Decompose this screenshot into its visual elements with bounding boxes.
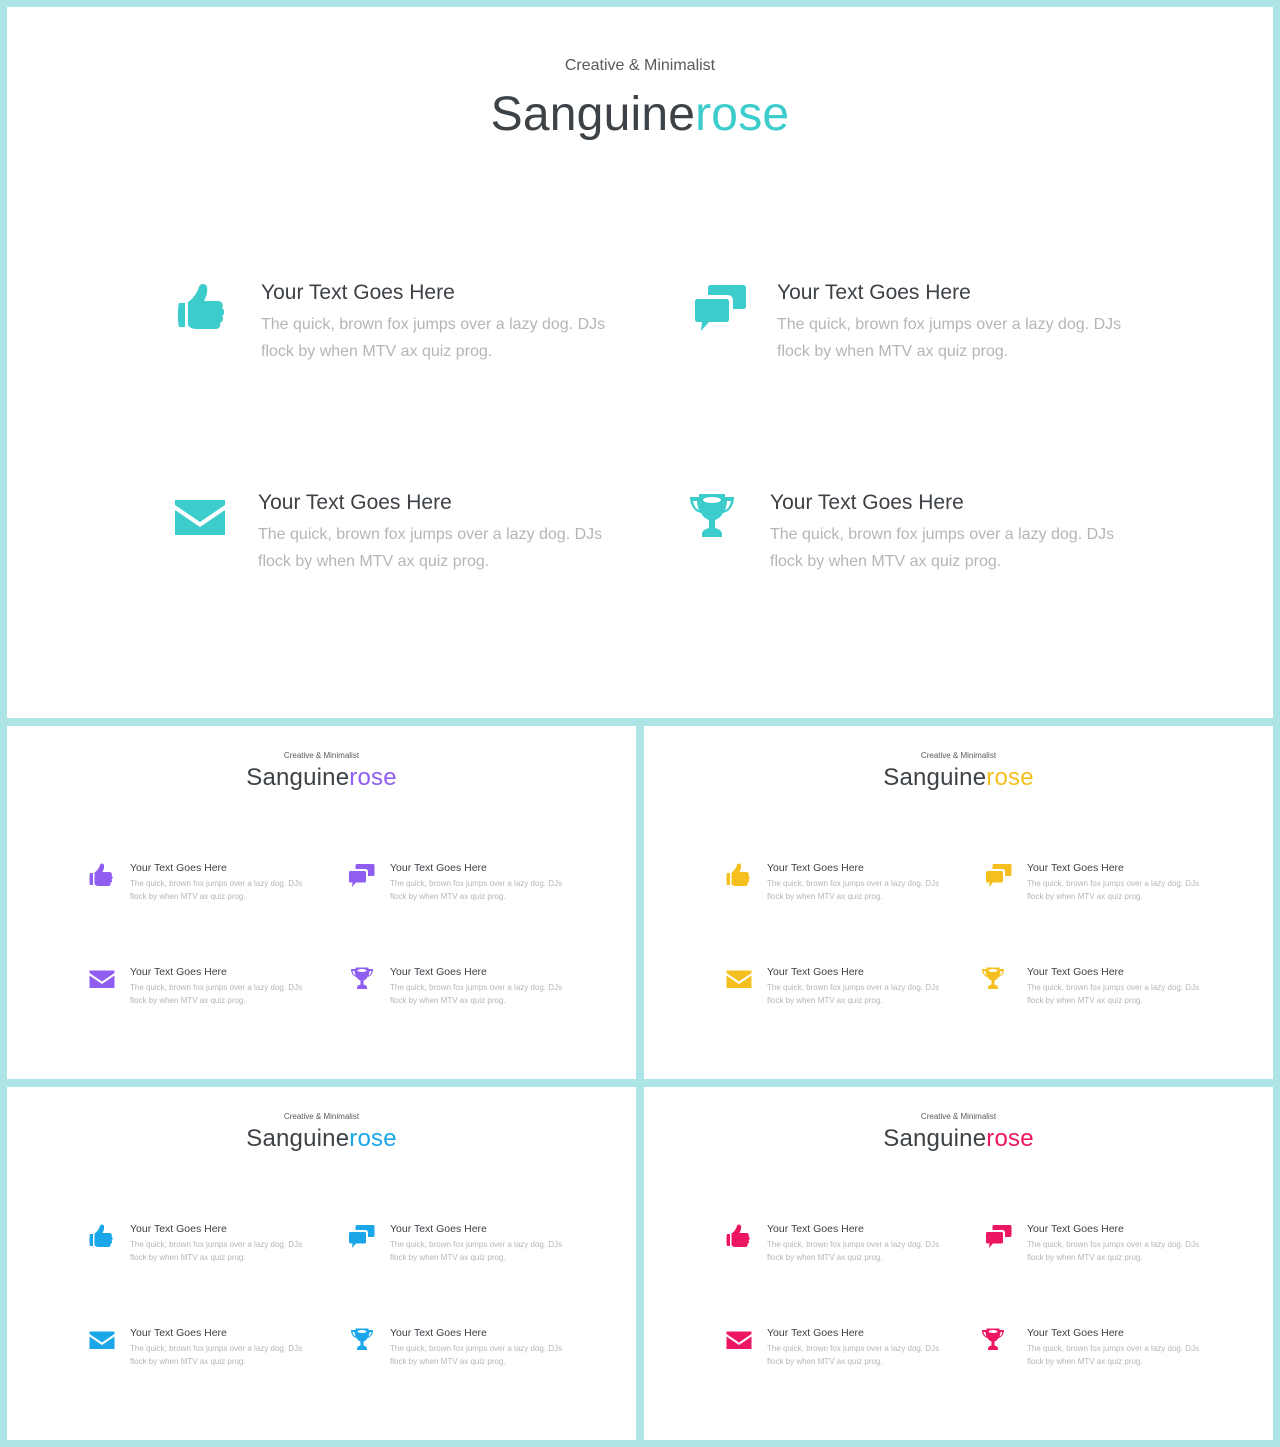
thumbs-up-icon	[89, 1223, 115, 1249]
chat-bubbles-icon	[986, 862, 1012, 888]
trophy-icon	[349, 966, 375, 992]
feature-description: The quick, brown fox jumps over a lazy dog. DJs flock by when MTV ax quiz prog.	[767, 1240, 940, 1262]
slide-subtitle: Creative & Minimalist	[564, 57, 716, 74]
feature-description: The quick, brown fox jumps over a lazy dog. DJs flock by when MTV ax quiz prog.	[390, 983, 563, 1005]
slide-yellow	[644, 726, 1273, 1079]
feature-description: The quick, brown fox jumps over a lazy dog. DJs flock by when MTV ax quiz prog.	[390, 879, 563, 901]
chat-bubbles-icon	[349, 862, 375, 888]
feature-title: Your Text Goes Here	[1027, 1223, 1124, 1235]
feature-title: Your Text Goes Here	[390, 1327, 487, 1339]
slide-brand-title	[7, 764, 636, 792]
feature-title: Your Text Goes Here	[390, 1223, 487, 1235]
feature-title: Your Text Goes Here	[130, 966, 227, 978]
brand-main: Sanguine	[883, 764, 987, 791]
feature-description: The quick, brown fox jumps over a lazy dog. DJs flock by when MTV ax quiz prog.	[770, 526, 1115, 570]
brand-accent: rose	[986, 764, 1034, 791]
thumbs-up-icon	[89, 862, 115, 888]
feature-title: Your Text Goes Here	[770, 491, 964, 514]
brand-accent: rose	[695, 88, 790, 141]
chat-bubbles-icon	[986, 1223, 1012, 1249]
feature-title: Your Text Goes Here	[767, 1223, 864, 1235]
feature-title: Your Text Goes Here	[258, 491, 452, 514]
trophy-icon	[686, 491, 738, 543]
trophy-icon	[349, 1327, 375, 1353]
slide-teal-large	[7, 7, 1273, 718]
slide-brand-title	[7, 1125, 636, 1153]
trophy-icon	[980, 966, 1006, 992]
feature-title: Your Text Goes Here	[130, 1327, 227, 1339]
feature-title: Your Text Goes Here	[767, 1327, 864, 1339]
thumbs-up-icon	[177, 281, 229, 333]
feature-description: The quick, brown fox jumps over a lazy dog. DJs flock by when MTV ax quiz prog.	[1027, 983, 1200, 1005]
slide-subtitle: Creative & Minimalist	[920, 751, 997, 760]
feature-description: The quick, brown fox jumps over a lazy dog. DJs flock by when MTV ax quiz prog.	[767, 879, 940, 901]
feature-title: Your Text Goes Here	[261, 281, 455, 304]
feature-description: The quick, brown fox jumps over a lazy dog. DJs flock by when MTV ax quiz prog.	[1027, 879, 1200, 901]
slide-brand-title	[644, 764, 1273, 792]
feature-description: The quick, brown fox jumps over a lazy dog. DJs flock by when MTV ax quiz prog.	[130, 983, 303, 1005]
feature-description: The quick, brown fox jumps over a lazy dog. DJs flock by when MTV ax quiz prog.	[258, 526, 603, 570]
feature-title: Your Text Goes Here	[767, 966, 864, 978]
envelope-icon	[726, 1327, 752, 1353]
thumbs-up-icon	[726, 862, 752, 888]
brand-main: Sanguine	[883, 1125, 987, 1152]
brand-main: Sanguine	[246, 764, 350, 791]
feature-description: The quick, brown fox jumps over a lazy dog. DJs flock by when MTV ax quiz prog.	[130, 1344, 303, 1366]
brand-accent: rose	[986, 1125, 1034, 1152]
slide-pink	[644, 1087, 1273, 1440]
brand-accent: rose	[349, 764, 397, 791]
feature-title: Your Text Goes Here	[1027, 1327, 1124, 1339]
slide-subtitle: Creative & Minimalist	[283, 751, 360, 760]
slide-purple	[7, 726, 636, 1079]
feature-description: The quick, brown fox jumps over a lazy dog. DJs flock by when MTV ax quiz prog.	[390, 1344, 563, 1366]
brand-accent: rose	[349, 1125, 397, 1152]
envelope-icon	[174, 491, 226, 543]
thumbs-up-icon	[726, 1223, 752, 1249]
feature-description: The quick, brown fox jumps over a lazy dog. DJs flock by when MTV ax quiz prog.	[777, 316, 1122, 360]
slide-subtitle: Creative & Minimalist	[283, 1112, 360, 1121]
feature-title: Your Text Goes Here	[767, 862, 864, 874]
slide-brand-title	[7, 87, 1273, 142]
feature-title: Your Text Goes Here	[130, 1223, 227, 1235]
chat-bubbles-icon	[349, 1223, 375, 1249]
feature-description: The quick, brown fox jumps over a lazy dog. DJs flock by when MTV ax quiz prog.	[261, 316, 606, 360]
envelope-icon	[89, 966, 115, 992]
feature-description: The quick, brown fox jumps over a lazy dog. DJs flock by when MTV ax quiz prog.	[130, 1240, 303, 1262]
envelope-icon	[89, 1327, 115, 1353]
feature-description: The quick, brown fox jumps over a lazy dog. DJs flock by when MTV ax quiz prog.	[1027, 1344, 1200, 1366]
feature-description: The quick, brown fox jumps over a lazy dog. DJs flock by when MTV ax quiz prog.	[767, 983, 940, 1005]
feature-title: Your Text Goes Here	[777, 281, 971, 304]
slide-blue	[7, 1087, 636, 1440]
envelope-icon	[726, 966, 752, 992]
feature-title: Your Text Goes Here	[390, 862, 487, 874]
brand-main: Sanguine	[246, 1125, 350, 1152]
feature-description: The quick, brown fox jumps over a lazy dog. DJs flock by when MTV ax quiz prog.	[130, 879, 303, 901]
chat-bubbles-icon	[693, 281, 749, 333]
slide-brand-title	[644, 1125, 1273, 1153]
feature-description: The quick, brown fox jumps over a lazy dog. DJs flock by when MTV ax quiz prog.	[390, 1240, 563, 1262]
brand-main: Sanguine	[490, 88, 696, 141]
feature-title: Your Text Goes Here	[1027, 966, 1124, 978]
feature-title: Your Text Goes Here	[130, 862, 227, 874]
feature-title: Your Text Goes Here	[390, 966, 487, 978]
slide-subtitle: Creative & Minimalist	[920, 1112, 997, 1121]
feature-title: Your Text Goes Here	[1027, 862, 1124, 874]
feature-description: The quick, brown fox jumps over a lazy dog. DJs flock by when MTV ax quiz prog.	[767, 1344, 940, 1366]
feature-description: The quick, brown fox jumps over a lazy dog. DJs flock by when MTV ax quiz prog.	[1027, 1240, 1200, 1262]
trophy-icon	[980, 1327, 1006, 1353]
